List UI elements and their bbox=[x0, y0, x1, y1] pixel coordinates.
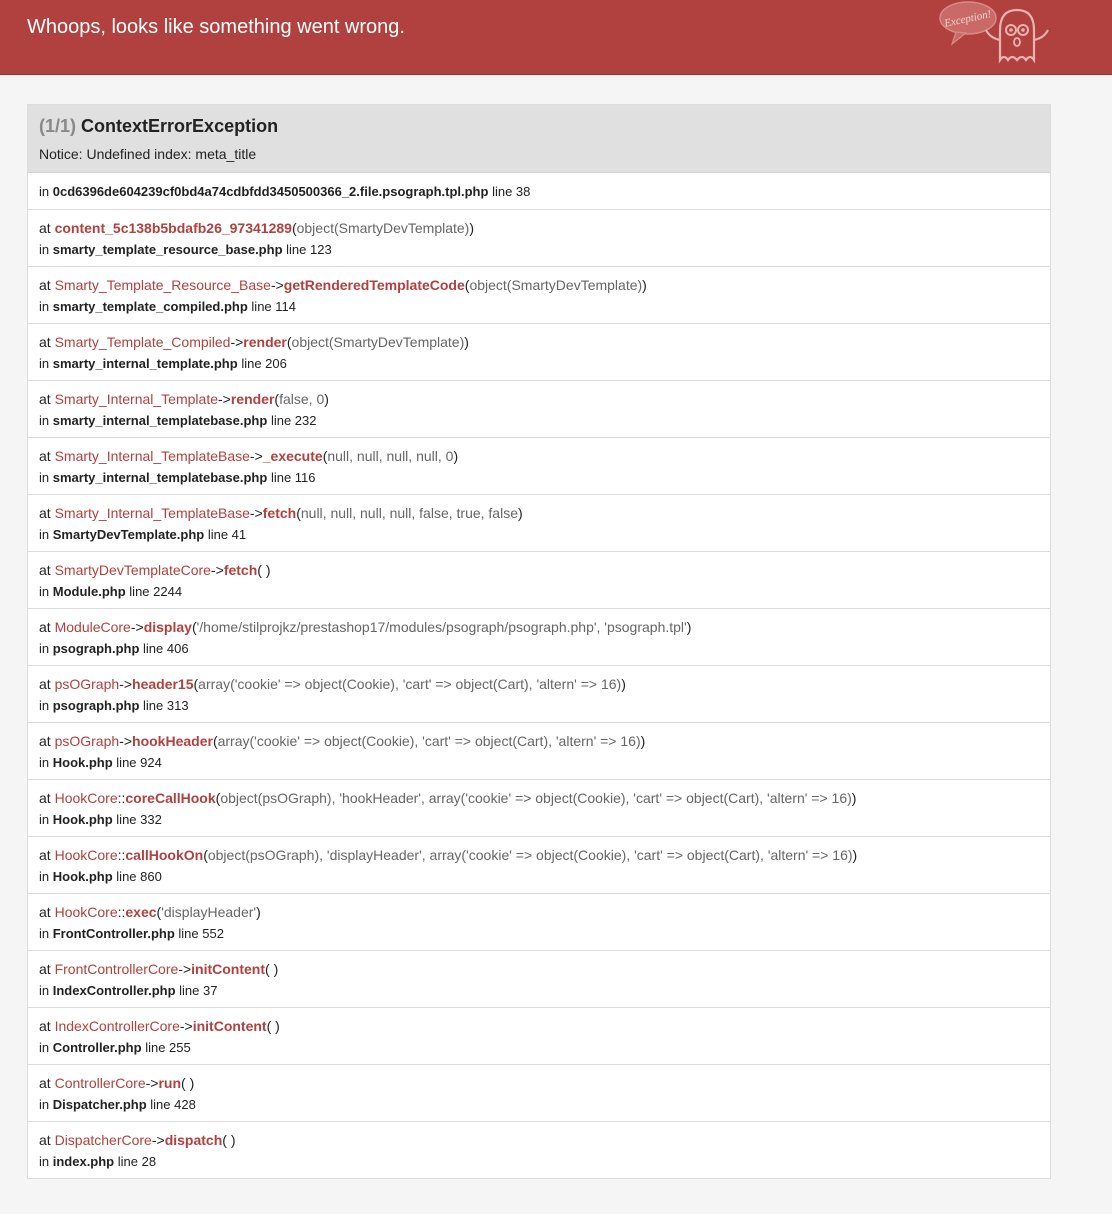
trace-call: at SmartyDevTemplateCore->fetch( ) bbox=[39, 562, 271, 578]
trace-file: smarty_internal_template.php bbox=[52, 356, 238, 371]
exception-location-row: in 0cd6396de604239cf0bd4a74cdbfdd3450500366_2.file.psograph.tpl.php line 38 bbox=[28, 173, 1050, 210]
trace-function: fetch bbox=[223, 562, 258, 578]
trace-class: psOGraph bbox=[54, 676, 120, 692]
trace-separator: -> bbox=[249, 448, 263, 464]
trace-line: line 28 bbox=[117, 1154, 157, 1169]
trace-separator: -> bbox=[270, 277, 284, 293]
exception-panel bbox=[27, 104, 1051, 1179]
trace-location: in Dispatcher.php line 428 bbox=[39, 1097, 196, 1112]
trace-call: at DispatcherCore->dispatch( ) bbox=[39, 1132, 236, 1148]
trace-line: line 428 bbox=[150, 1097, 196, 1112]
trace-separator: -> bbox=[151, 1132, 165, 1148]
trace-separator: -> bbox=[119, 733, 133, 749]
trace-line: line 332 bbox=[116, 812, 162, 827]
trace-line: line 123 bbox=[286, 242, 332, 257]
trace-line: line 41 bbox=[207, 527, 247, 542]
trace-line: line 552 bbox=[178, 926, 224, 941]
trace-row bbox=[28, 495, 1050, 552]
exception-count: (1/1) bbox=[39, 116, 77, 136]
location-line: line 38 bbox=[492, 184, 531, 199]
trace-line: line 232 bbox=[270, 413, 317, 428]
trace-separator: :: bbox=[117, 904, 126, 920]
stack-trace bbox=[28, 210, 1050, 1178]
trace-location: in Controller.php line 255 bbox=[39, 1040, 191, 1055]
trace-separator: -> bbox=[119, 676, 133, 692]
exception-bubble-text: Exception! bbox=[943, 8, 993, 30]
trace-line: line 2244 bbox=[129, 584, 183, 599]
trace-row bbox=[28, 1065, 1050, 1122]
trace-class: ModuleCore bbox=[54, 619, 131, 635]
trace-separator: -> bbox=[178, 961, 192, 977]
trace-file: smarty_template_resource_base.php bbox=[52, 242, 283, 257]
trace-location: in index.php line 28 bbox=[39, 1154, 157, 1169]
trace-line: line 860 bbox=[116, 869, 162, 884]
trace-class: HookCore bbox=[54, 904, 118, 920]
trace-separator: :: bbox=[117, 847, 126, 863]
trace-function: display bbox=[143, 619, 192, 635]
trace-line: line 406 bbox=[143, 641, 189, 656]
trace-row bbox=[28, 837, 1050, 894]
trace-file: Hook.php bbox=[52, 755, 113, 770]
trace-call: at Smarty_Internal_TemplateBase->fetch(null, null, null, null, false, true, false) bbox=[39, 505, 523, 521]
trace-function: header15 bbox=[132, 676, 194, 692]
trace-call: at FrontControllerCore->initContent( ) bbox=[39, 961, 279, 977]
location-file: 0cd6396de604239cf0bd4a74cdbfdd3450500366_2.file.psograph.tpl.php bbox=[52, 184, 489, 199]
trace-row bbox=[28, 1122, 1050, 1178]
trace-class: Smarty_Internal_Template bbox=[54, 391, 218, 407]
trace-call: at Smarty_Template_Resource_Base->getRenderedTemplateCode(object(SmartyDevTemplate)) bbox=[39, 277, 647, 293]
trace-function: callHookOn bbox=[125, 847, 204, 863]
exception-ghost-icon bbox=[934, 0, 1056, 70]
trace-location: in psograph.php line 313 bbox=[39, 698, 189, 713]
trace-args: 'displayHeader' bbox=[161, 904, 257, 920]
trace-args: object(SmartyDevTemplate) bbox=[291, 334, 465, 350]
trace-row bbox=[28, 1008, 1050, 1065]
trace-args: object(psOGraph), 'displayHeader', array('cookie' => object(Cookie), 'cart' => object(Cart), 'altern' => 16) bbox=[207, 847, 853, 863]
trace-location: in Module.php line 2244 bbox=[39, 584, 183, 599]
trace-class: Smarty_Template_Compiled bbox=[54, 334, 231, 350]
trace-function: initContent bbox=[191, 961, 266, 977]
trace-args: false, 0 bbox=[279, 391, 325, 407]
trace-class: Smarty_Internal_TemplateBase bbox=[54, 448, 250, 464]
trace-call: at Smarty_Template_Compiled->render(object(SmartyDevTemplate)) bbox=[39, 334, 469, 350]
trace-args: null, null, null, null, 0 bbox=[327, 448, 454, 464]
trace-row bbox=[28, 723, 1050, 780]
trace-separator: -> bbox=[218, 391, 231, 407]
trace-args: null, null, null, null, false, true, false bbox=[300, 505, 518, 521]
trace-separator: -> bbox=[210, 562, 224, 578]
trace-location: in smarty_internal_templatebase.php line 116 bbox=[39, 470, 316, 485]
trace-location: in IndexController.php line 37 bbox=[39, 983, 218, 998]
trace-class: SmartyDevTemplateCore bbox=[54, 562, 211, 578]
trace-args: '/home/stilprojkz/prestashop17/modules/psograph/psograph.php', 'psograph.tpl' bbox=[196, 619, 687, 635]
trace-row bbox=[28, 609, 1050, 666]
trace-location: in smarty_template_resource_base.php line 123 bbox=[39, 242, 332, 257]
trace-file: smarty_internal_templatebase.php bbox=[52, 470, 268, 485]
exception-title bbox=[39, 116, 278, 137]
trace-line: line 255 bbox=[145, 1040, 191, 1055]
trace-file: FrontController.php bbox=[52, 926, 175, 941]
trace-location: in Hook.php line 332 bbox=[39, 812, 162, 827]
trace-args: object(SmartyDevTemplate) bbox=[469, 277, 643, 293]
trace-row bbox=[28, 951, 1050, 1008]
trace-row bbox=[28, 438, 1050, 495]
trace-row bbox=[28, 267, 1050, 324]
trace-function: render bbox=[230, 391, 275, 407]
trace-location: in smarty_internal_templatebase.php line 232 bbox=[39, 413, 317, 428]
trace-file: Controller.php bbox=[52, 1040, 142, 1055]
trace-line: line 37 bbox=[179, 983, 218, 998]
trace-file: Hook.php bbox=[52, 812, 113, 827]
trace-line: line 206 bbox=[241, 356, 287, 371]
trace-class: Smarty_Internal_TemplateBase bbox=[54, 505, 250, 521]
trace-location: in SmartyDevTemplate.php line 41 bbox=[39, 527, 247, 542]
trace-call: at HookCore::callHookOn(object(psOGraph), 'displayHeader', array('cookie' => object(Cookie), 'cart' => object(Cart), 'altern' => 16)) bbox=[39, 847, 858, 863]
trace-location: in psograph.php line 406 bbox=[39, 641, 189, 656]
trace-separator: -> bbox=[249, 505, 263, 521]
trace-file: Hook.php bbox=[52, 869, 113, 884]
trace-line: line 114 bbox=[251, 299, 296, 314]
trace-line: line 924 bbox=[116, 755, 162, 770]
trace-file: psograph.php bbox=[52, 641, 140, 656]
trace-file: Dispatcher.php bbox=[52, 1097, 147, 1112]
trace-call: at IndexControllerCore->initContent( ) bbox=[39, 1018, 280, 1034]
trace-separator: -> bbox=[179, 1018, 193, 1034]
trace-call: at Smarty_Internal_TemplateBase->_execute(null, null, null, null, 0) bbox=[39, 448, 459, 464]
trace-separator: -> bbox=[230, 334, 244, 350]
exception-message: Notice: Undefined index: meta_title bbox=[39, 146, 257, 162]
trace-row bbox=[28, 666, 1050, 723]
trace-call: at psOGraph->hookHeader(array('cookie' => object(Cookie), 'cart' => object(Cart), 'altern' => 16)) bbox=[39, 733, 646, 749]
trace-call: at ModuleCore->display('/home/stilprojkz/prestashop17/modules/psograph/psograph.php', 'psograph.tpl') bbox=[39, 619, 692, 635]
trace-row bbox=[28, 324, 1050, 381]
trace-function: _execute bbox=[262, 448, 323, 464]
exception-name: ContextErrorException bbox=[81, 116, 279, 136]
trace-class: ControllerCore bbox=[54, 1075, 146, 1091]
trace-separator: -> bbox=[145, 1075, 159, 1091]
trace-row bbox=[28, 894, 1050, 951]
trace-class: IndexControllerCore bbox=[54, 1018, 180, 1034]
trace-file: smarty_template_compiled.php bbox=[52, 299, 248, 314]
trace-line: line 116 bbox=[270, 470, 316, 485]
trace-args: object(psOGraph), 'hookHeader', array('cookie' => object(Cookie), 'cart' => object(Cart), 'altern' => 16) bbox=[220, 790, 852, 806]
trace-location: in smarty_internal_template.php line 206 bbox=[39, 356, 287, 371]
trace-separator: -> bbox=[130, 619, 144, 635]
trace-function: run bbox=[158, 1075, 182, 1091]
trace-file: psograph.php bbox=[52, 698, 140, 713]
trace-call: at HookCore::coreCallHook(object(psOGraph), 'hookHeader', array('cookie' => object(Cookie), 'cart' => object(Cart), 'altern' => 16)) bbox=[39, 790, 857, 806]
error-header bbox=[0, 0, 1112, 75]
trace-function: initContent bbox=[192, 1018, 267, 1034]
trace-function: getRenderedTemplateCode bbox=[283, 277, 465, 293]
trace-args: array('cookie' => object(Cookie), 'cart' => object(Cart), 'altern' => 16) bbox=[198, 676, 622, 692]
trace-row bbox=[28, 210, 1050, 267]
trace-row bbox=[28, 381, 1050, 438]
trace-row bbox=[28, 780, 1050, 837]
trace-separator: :: bbox=[117, 790, 126, 806]
trace-class: psOGraph bbox=[54, 733, 120, 749]
trace-function: coreCallHook bbox=[125, 790, 216, 806]
trace-file: IndexController.php bbox=[52, 983, 176, 998]
trace-call: at psOGraph->header15(array('cookie' => object(Cookie), 'cart' => object(Cart), 'altern' => 16)) bbox=[39, 676, 626, 692]
trace-file: Module.php bbox=[52, 584, 126, 599]
trace-class: FrontControllerCore bbox=[54, 961, 179, 977]
trace-call: at HookCore::exec('displayHeader') bbox=[39, 904, 261, 920]
trace-function: exec bbox=[125, 904, 157, 920]
trace-location: in FrontController.php line 552 bbox=[39, 926, 224, 941]
trace-line: line 313 bbox=[143, 698, 189, 713]
trace-class: HookCore bbox=[54, 790, 118, 806]
trace-file: SmartyDevTemplate.php bbox=[52, 527, 205, 542]
trace-function: hookHeader bbox=[132, 733, 213, 749]
trace-row bbox=[28, 552, 1050, 609]
exception-title-block bbox=[28, 105, 1050, 173]
trace-location: in Hook.php line 924 bbox=[39, 755, 162, 770]
trace-class: Smarty_Template_Resource_Base bbox=[54, 277, 271, 293]
trace-args: object(SmartyDevTemplate) bbox=[296, 220, 470, 236]
trace-function: content_5c138b5bdafb26_97341289 bbox=[54, 220, 292, 236]
trace-file: smarty_internal_templatebase.php bbox=[52, 413, 268, 428]
trace-call: at content_5c138b5bdafb26_97341289(object(SmartyDevTemplate)) bbox=[39, 220, 475, 236]
trace-location: in Hook.php line 860 bbox=[39, 869, 162, 884]
trace-function: render bbox=[243, 334, 287, 350]
trace-function: fetch bbox=[262, 505, 297, 521]
trace-class: HookCore bbox=[54, 847, 118, 863]
trace-function: dispatch bbox=[164, 1132, 223, 1148]
trace-class: DispatcherCore bbox=[54, 1132, 152, 1148]
page-title: Whoops, looks like something went wrong. bbox=[27, 16, 405, 38]
trace-file: index.php bbox=[52, 1154, 115, 1169]
trace-args: array('cookie' => object(Cookie), 'cart' => object(Cart), 'altern' => 16) bbox=[217, 733, 641, 749]
trace-location: in smarty_template_compiled.php line 114 bbox=[39, 299, 296, 314]
trace-call: at ControllerCore->run( ) bbox=[39, 1075, 195, 1091]
trace-call: at Smarty_Internal_Template->render(false, 0) bbox=[39, 391, 329, 407]
